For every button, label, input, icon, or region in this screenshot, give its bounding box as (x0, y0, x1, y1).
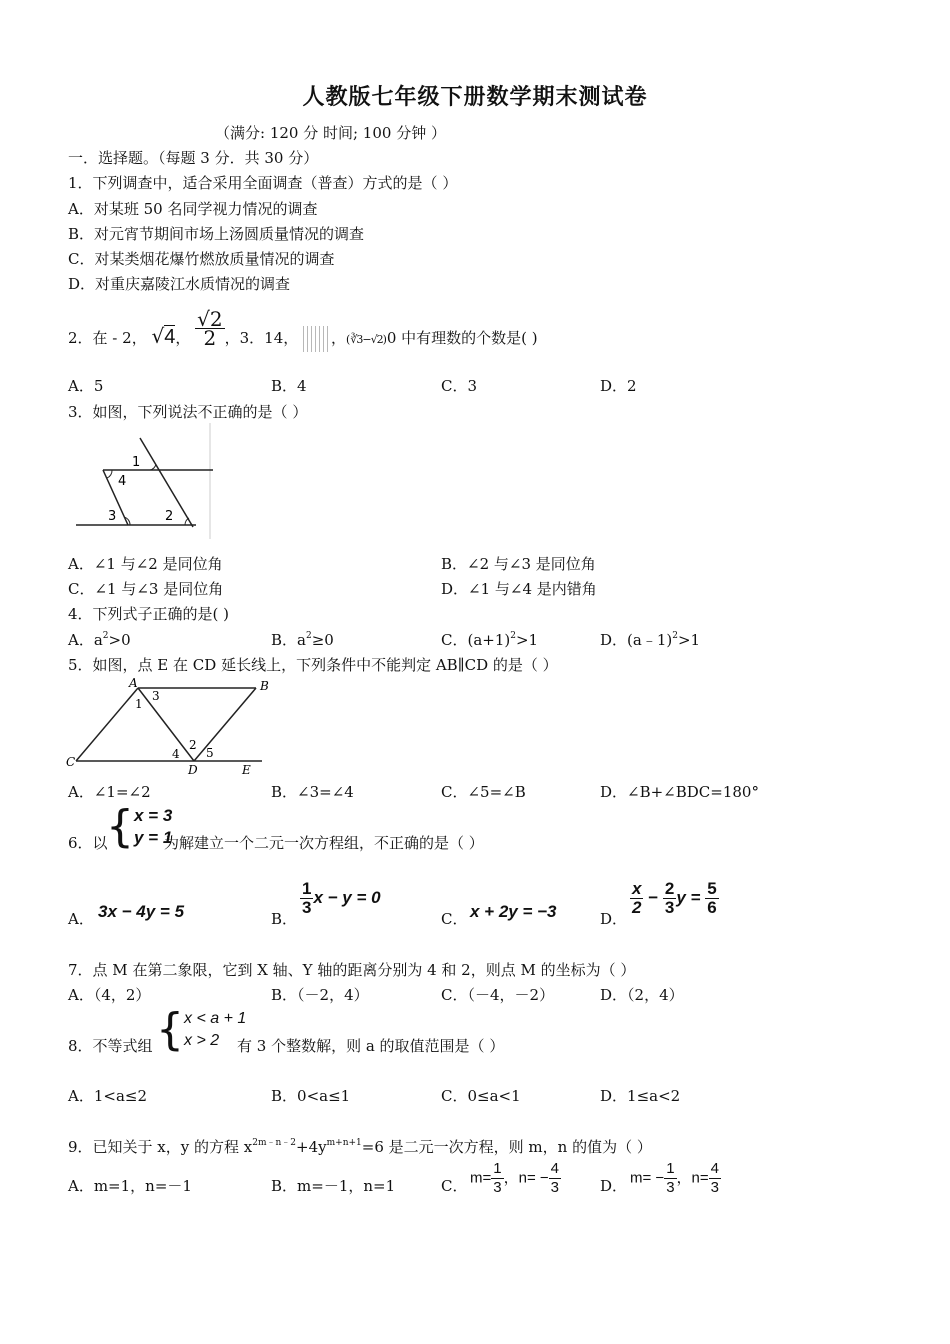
q2-fraction (195, 306, 224, 350)
label-4: 4 (172, 747, 180, 761)
q1-option-b: B．对元宵节期间市场上汤圆质量情况的调查 (68, 225, 365, 243)
q6-option-d-label: D． (600, 910, 628, 928)
q2-stem: 2．在 - 2， √4， $\frac{√2}{2}$ ，3．14， ，(∛3−√2)0 中有理数的个数是( ) (68, 326, 538, 352)
label-3: 3 (152, 689, 160, 703)
q6-option-a-math: 3x − 4y = 5 (98, 902, 185, 921)
q1-option-a: A．对某班 50 名同学视力情况的调查 (68, 200, 318, 218)
q5-option-a: A．∠1=∠2 (68, 783, 151, 801)
brace-icon: { (156, 1004, 184, 1055)
angle-mark-4 (107, 470, 112, 478)
q3-stem: 3．如图，下列说法不正确的是（ ） (68, 403, 308, 421)
label-1: 1 (135, 697, 143, 711)
q7-stem: 7．点 M 在第二象限，它到 X 轴、Y 轴的距离分别为 4 和 2，则点 M 的坐标为（ ） (68, 961, 636, 979)
label-b: B (260, 679, 269, 693)
q6-option-b-label: B． (271, 910, 298, 928)
fig-label-2: 2 (165, 509, 174, 524)
fraction-denominator: 2 (203, 325, 217, 350)
label-a: A (129, 676, 138, 690)
label-d: D (188, 763, 198, 776)
q2-option-a: A．5 (68, 377, 104, 395)
q8-option-d: D．1≤a<2 (600, 1087, 681, 1105)
q8-prefix: 8．不等式组 (68, 1037, 153, 1055)
q6-equation-system (106, 801, 173, 852)
q6-option-c-label: C． (441, 910, 468, 928)
sqrt-expression: √4 (151, 324, 176, 348)
q1-option-c: C．对某类烟花爆竹燃放质量情况的调查 (68, 250, 335, 268)
q3-option-c: C．∠1 与∠3 是同位角 (68, 580, 224, 598)
fig-label-1: 1 (132, 455, 141, 470)
q6-option-c-math: x + 2y = −3 (470, 902, 557, 921)
blurred-number-image (303, 326, 331, 352)
q8-option-a: A．1<a≤2 (68, 1087, 147, 1105)
q4-option-b: B．$a^2\ge 0$ (271, 631, 334, 649)
q3-option-b: B．∠2 与∠3 是同位角 (441, 555, 596, 573)
q1-option-d: D．对重庆嘉陵江水质情况的调查 (68, 275, 291, 293)
q6-tail: 为解建立一个二元一次方程组，不正确的是（ ） (164, 834, 484, 852)
q4-stem: 4．下列式子正确的是( ) (68, 605, 230, 623)
system-line-1: x = 3 (134, 806, 173, 825)
q6-option-b-math: $\frac{1}{3}$ x − y = 0 (302, 879, 381, 917)
line-bd (194, 688, 256, 761)
q8-option-b: B．0<a≤1 (271, 1087, 351, 1105)
q9-option-c-label: C． (441, 1177, 468, 1195)
q7-option-b: B．（－2，4） (271, 986, 369, 1004)
line-ac (76, 688, 138, 761)
label-e: E (242, 763, 251, 776)
fig-label-4: 4 (118, 474, 127, 489)
q5-figure (66, 676, 272, 776)
q8-inequality-system (156, 1004, 247, 1055)
q3-figure (68, 423, 213, 541)
q5-option-c: C．∠5=∠B (441, 783, 526, 801)
exam-info: （满分: 120 分 时间; 100 分钟 ） (215, 124, 446, 142)
q4-option-d: D．(a﹣1)$^2$>1 (600, 631, 701, 649)
q8-tail: 有 3 个整数解，则 a 的取值范围是（ ） (237, 1037, 505, 1055)
q5-option-b: B．∠3=∠4 (271, 783, 354, 801)
q2-tail: 0 中有理数的个数是( ) (386, 329, 538, 347)
q6-prefix: 6．以 (68, 834, 108, 852)
label-c: C (66, 755, 76, 769)
q4-option-a: A．$a^2>0$ (68, 631, 131, 649)
fraction-numerator: √2 (197, 306, 223, 331)
q7-option-a: A．（4，2） (68, 986, 151, 1004)
system-line-2: x > 2 (184, 1032, 220, 1049)
label-5: 5 (206, 746, 214, 760)
q2-prefix: 2．在 - 2， (68, 329, 147, 347)
system-line-1: x < a + 1 (184, 1010, 247, 1027)
brace-icon: { (106, 801, 134, 852)
q8-option-c: C．0≤a<1 (441, 1087, 521, 1105)
sqrt-radicand: 4 (164, 326, 176, 348)
q4-option-c: C．$(a+1)^2>1$ (441, 631, 539, 649)
q2-mid: ，3．14， (224, 329, 299, 347)
q5-option-d: D．∠B+∠BDC=180° (600, 783, 759, 801)
q2-option-d: D．2 (600, 377, 637, 395)
q9-option-b: B．m=－1，n=1 (271, 1177, 396, 1195)
angle-mark-1 (150, 464, 156, 470)
q2-option-b: B．4 (271, 377, 307, 395)
q2-option-c: C．3 (441, 377, 478, 395)
section-heading: 一．选择题。（每题 3 分．共 30 分） (68, 149, 319, 167)
q3-option-a: A．∠1 与∠2 是同位角 (68, 555, 223, 573)
blurred-expression-image: (∛3−√2) (346, 333, 387, 346)
q9-option-a: A．m=1，n=－1 (68, 1177, 192, 1195)
q9-option-d-math: m= − $\frac{1}{3}$ ，n= $\frac{4}{3}$ (630, 1160, 719, 1196)
fig-label-3: 3 (108, 509, 117, 524)
q3-option-d: D．∠1 与∠4 是内错角 (441, 580, 597, 598)
q9-option-c-math: m= $\frac{1}{3}$ ，n= − $\frac{4}{3}$ (470, 1160, 559, 1196)
q5-stem: 5．如图，点 E 在 CD 延长线上，下列条件中不能判定 AB∥CD 的是（ ） (68, 656, 558, 674)
page-title: 人教版七年级下册数学期末测试卷 (302, 85, 648, 110)
q9-option-d-label: D． (600, 1177, 628, 1195)
q7-option-c: C．（－4，－2） (441, 986, 555, 1004)
q6-option-d-math: $\frac{x}{2}$ − $\frac{2}{3}$ y = $\frac{5}{6}$ (632, 879, 717, 917)
label-2: 2 (189, 738, 197, 752)
q7-option-d: D．（2，4） (600, 986, 684, 1004)
q9-stem: 9．已知关于 x，y 的方程 $x^{2m﹣n﹣2}+4y^{m+n+1}=6$ 是二元一次方程，则 m，n 的值为（ ） (68, 1138, 652, 1156)
line-ad (138, 688, 194, 761)
system-line-2: y = 1 (134, 828, 173, 847)
q6-option-a-label: A． (68, 910, 94, 928)
q1-stem: 1．下列调查中，适合采用全面调查（普查）方式的是（ ） (68, 174, 458, 192)
